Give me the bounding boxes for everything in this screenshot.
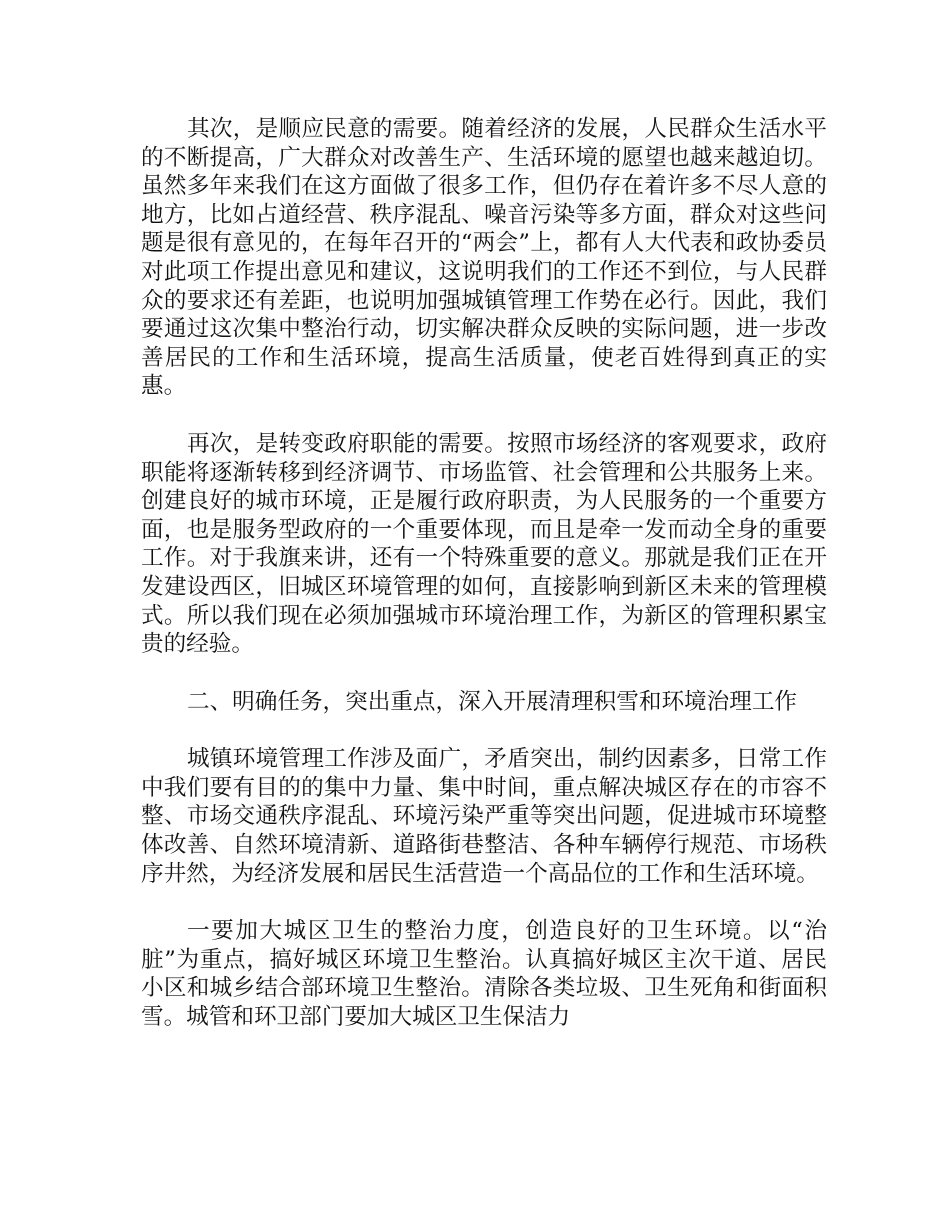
paragraph-environment-management: 城镇环境管理工作涉及面广，矛盾突出，制约因素多，日常工作中我们要有目的的集中力量、集中时间，重点解决城区存在的市容不整、市场交通秩序混乱、环境污染严重等突出问题，促进城市环境整体改善、自然环境清新、道路街巷整洁、各种车辆停行规范、市场秩序井然，为经济发展和居民生活营造一个高品位的工作和生活环境。 (141, 746, 827, 887)
paragraph-sanitation: 一要加大城区卫生的整治力度，创造良好的卫生环境。以“治脏”为重点，搞好城区环境卫生整治。认真搞好城区主次干道、居民小区和城乡结合部环境卫生整治。清除各类垃圾、卫生死角和街面积雪。城管和环卫部门要加大城区卫生保洁力 (141, 918, 827, 1031)
paragraph-public-will: 其次，是顺应民意的需要。随着经济的发展，人民群众生活水平的不断提高，广大群众对改善生产、生活环境的愿望也越来越迫切。虽然多年来我们在这方面做了很多工作，但仍存在着许多不尽人意的地方，比如占道经营、秩序混乱、噪音污染等多方面，群众对这些问题是很有意见的，在每年召开的“两会”上，都有人大代表和政协委员对此项工作提出意见和建议，这说明我们的工作还不到位，与人民群众的要求还有差距，也说明加强城镇管理工作势在必行。因此，我们要通过这次集中整治行动，切实解决群众反映的实际问题，进一步改善居民的工作和生活环境，提高生活质量，使老百姓得到真正的实惠。 (141, 116, 827, 400)
document-body (141, 115, 827, 1061)
section-heading-two: 二、明确任务，突出重点，深入开展清理积雪和环境治理工作 (187, 688, 798, 715)
paragraph-government-function: 再次，是转变政府职能的需要。按照市场经济的客观要求，政府职能将逐渐转移到经济调节、市场监管、社会管理和公共服务上来。创建良好的城市环境，正是履行政府职责，为人民服务的一个重要方面，也是服务型政府的一个重要体现，而且是牵一发而动全身的重要工作。对于我旗来讲，还有一个特殊重要的意义。那就是我们正在开发建设西区，旧城区环境管理的如何，直接影响到新区未来的管理模式。所以我们现在必须加强城市环境治理工作，为新区的管理积累宝贵的经验。 (141, 430, 827, 658)
